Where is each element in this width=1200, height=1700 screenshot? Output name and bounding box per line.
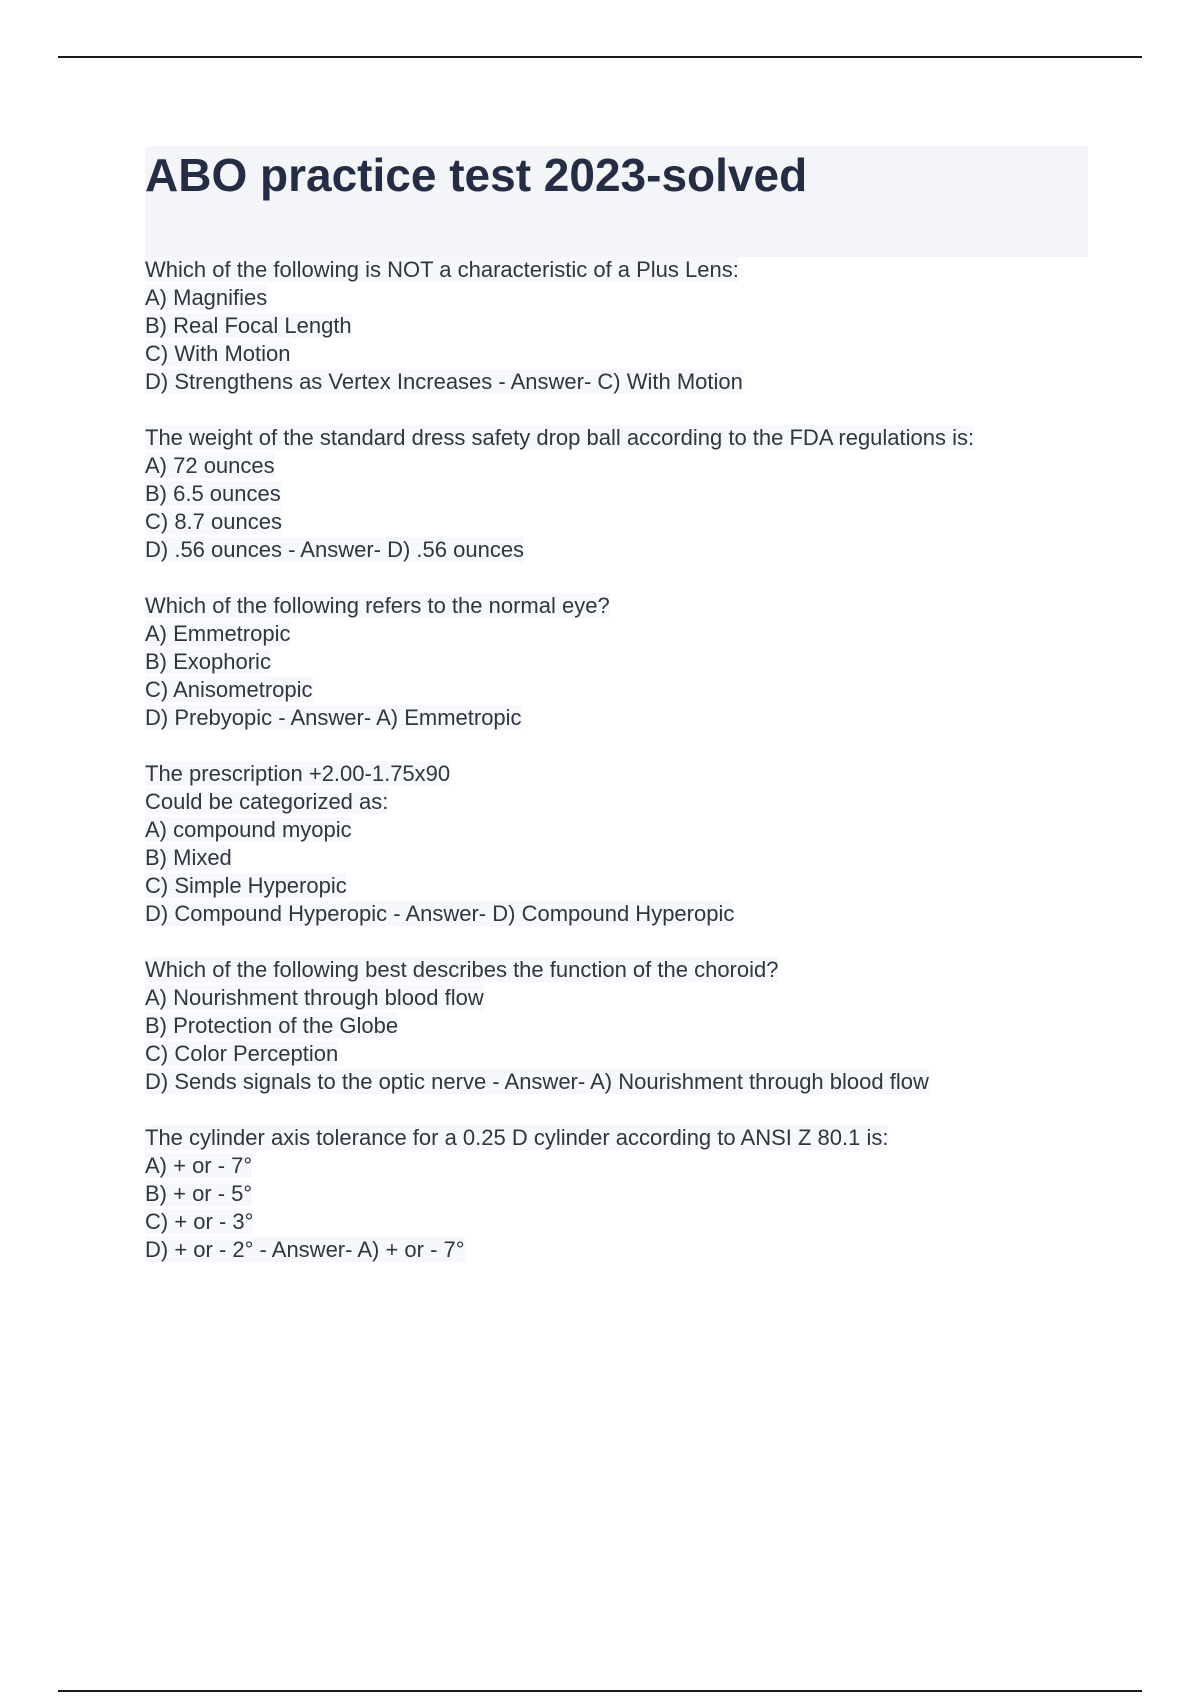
option-d-with-answer: D) + or - 2° - Answer- A) + or - 7° [145, 1237, 465, 1262]
question-text-continued: Could be categorized as: [145, 789, 389, 814]
top-rule [58, 56, 1142, 58]
option-b: B) Real Focal Length [145, 313, 352, 338]
option-c: C) Anisometropic [145, 677, 313, 702]
option-b: B) Mixed [145, 845, 232, 870]
option-a: A) 72 ounces [145, 453, 275, 478]
option-d-with-answer: D) Compound Hyperopic - Answer- D) Compound Hyperopic [145, 901, 735, 926]
question-1 [145, 256, 1105, 396]
option-b: B) Exophoric [145, 649, 271, 674]
option-c: C) With Motion [145, 341, 291, 366]
option-a: A) Magnifies [145, 285, 268, 310]
option-c: C) + or - 3° [145, 1209, 254, 1234]
option-a: A) + or - 7° [145, 1153, 253, 1178]
question-text: Which of the following best describes the function of the choroid? [145, 957, 779, 982]
option-d-with-answer: D) Strengthens as Vertex Increases - Answer- C) With Motion [145, 369, 743, 394]
option-c: C) Color Perception [145, 1041, 339, 1066]
question-5 [145, 956, 1105, 1096]
option-a: A) Emmetropic [145, 621, 291, 646]
option-b: B) Protection of the Globe [145, 1013, 399, 1038]
option-b: B) 6.5 ounces [145, 481, 281, 506]
question-text: The weight of the standard dress safety drop ball according to the FDA regulations is: [145, 425, 975, 450]
question-text: Which of the following is NOT a characteristic of a Plus Lens: [145, 257, 739, 282]
question-4 [145, 760, 1105, 928]
option-d-with-answer: D) Sends signals to the optic nerve - Answer- A) Nourishment through blood flow [145, 1069, 929, 1094]
question-text: The prescription +2.00-1.75x90 [145, 761, 451, 786]
question-6 [145, 1124, 1105, 1264]
option-a: A) compound myopic [145, 817, 352, 842]
bottom-rule [58, 1690, 1142, 1692]
question-text: The cylinder axis tolerance for a 0.25 D cylinder according to ANSI Z 80.1 is: [145, 1125, 889, 1150]
question-3 [145, 592, 1105, 732]
option-b: B) + or - 5° [145, 1181, 253, 1206]
option-d-with-answer: D) .56 ounces - Answer- D) .56 ounces [145, 537, 525, 562]
question-2 [145, 424, 1105, 564]
option-c: C) Simple Hyperopic [145, 873, 347, 898]
question-text: Which of the following refers to the normal eye? [145, 593, 610, 618]
option-c: C) 8.7 ounces [145, 509, 282, 534]
question-list [145, 256, 1105, 1292]
option-a: A) Nourishment through blood flow [145, 985, 484, 1010]
option-d-with-answer: D) Prebyopic - Answer- A) Emmetropic [145, 705, 522, 730]
document-title: ABO practice test 2023-solved [145, 149, 808, 201]
